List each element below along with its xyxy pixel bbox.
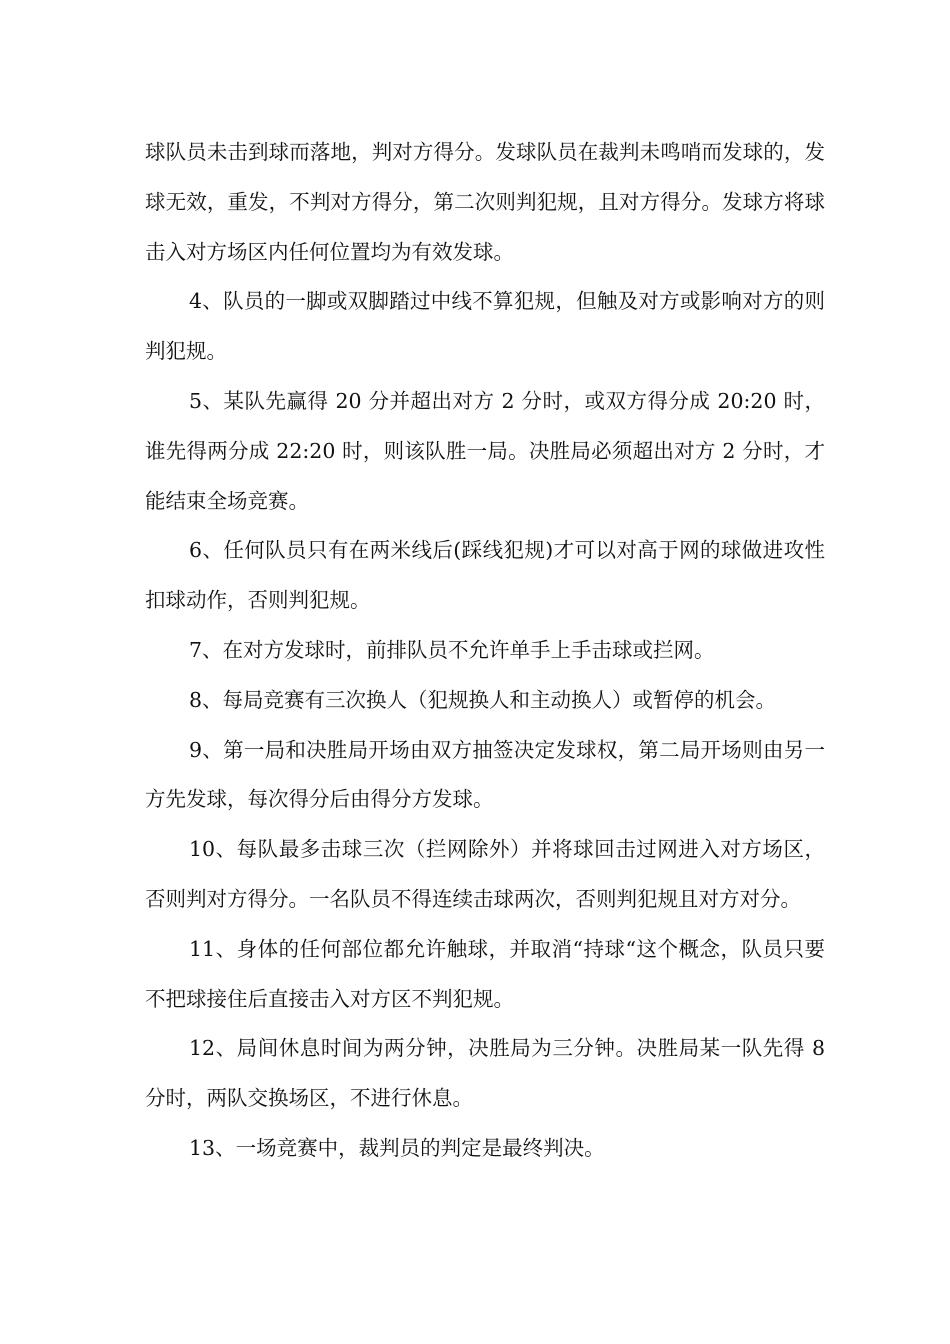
paragraph-rule-7: 7、在对方发球时，前排队员不允许单手上手击球或拦网。 bbox=[189, 637, 715, 662]
paragraph-rule-6: 6、任何队员只有在两米线后(踩线犯规)才可以对高于网的球做进攻性扣球动作，否则判犯规。 bbox=[145, 538, 825, 613]
paragraph-rule-4: 4、队员的一脚或双脚踏过中线不算犯规，但触及对方或影响对方的则判犯规。 bbox=[145, 289, 825, 364]
paragraph-rule-13: 13、一场竞赛中，裁判员的判定是最终判决。 bbox=[189, 1135, 605, 1160]
paragraph-rule-10: 10、每队最多击球三次（拦网除外）并将球回击过网进入对方场区，否则判对方得分。一名队员不得连续击球两次，否则判犯规且对方对分。 bbox=[145, 837, 825, 911]
paragraph-continued: 球队员未击到球而落地，判对方得分。发球队员在裁判未鸣哨而发球的，发球无效，重发，不判对方得分，第二次则判犯规，且对方得分。发球方将球击入对方场区内任何位置均为有效发球。 bbox=[145, 140, 825, 264]
paragraph-rule-9: 9、第一局和决胜局开场由双方抽签决定发球权，第二局开场则由另一方先发球，每次得分后由得分方发球。 bbox=[145, 737, 825, 812]
paragraph-rule-5: 5、某队先赢得 20 分并超出对方 2 分时，或双方得分成 20:20 时，谁先得两分成 22:20 时，则该队胜一局。决胜局必须超出对方 2 分时，才能结束全场竞赛。 bbox=[145, 388, 825, 513]
paragraph-rule-11: 11、身体的任何部位都允许触球，并取消“持球“这个概念，队员只要不把球接住后直接击入对方区不判犯规。 bbox=[145, 936, 825, 1011]
paragraph-rule-8: 8、每局竞赛有三次换人（犯规换人和主动换人）或暂停的机会。 bbox=[189, 687, 777, 712]
paragraph-rule-12: 12、局间休息时间为两分钟，决胜局为三分钟。决胜局某一队先得 8 分时，两队交换场区，不进行休息。 bbox=[145, 1036, 825, 1111]
document-body bbox=[145, 128, 825, 1174]
